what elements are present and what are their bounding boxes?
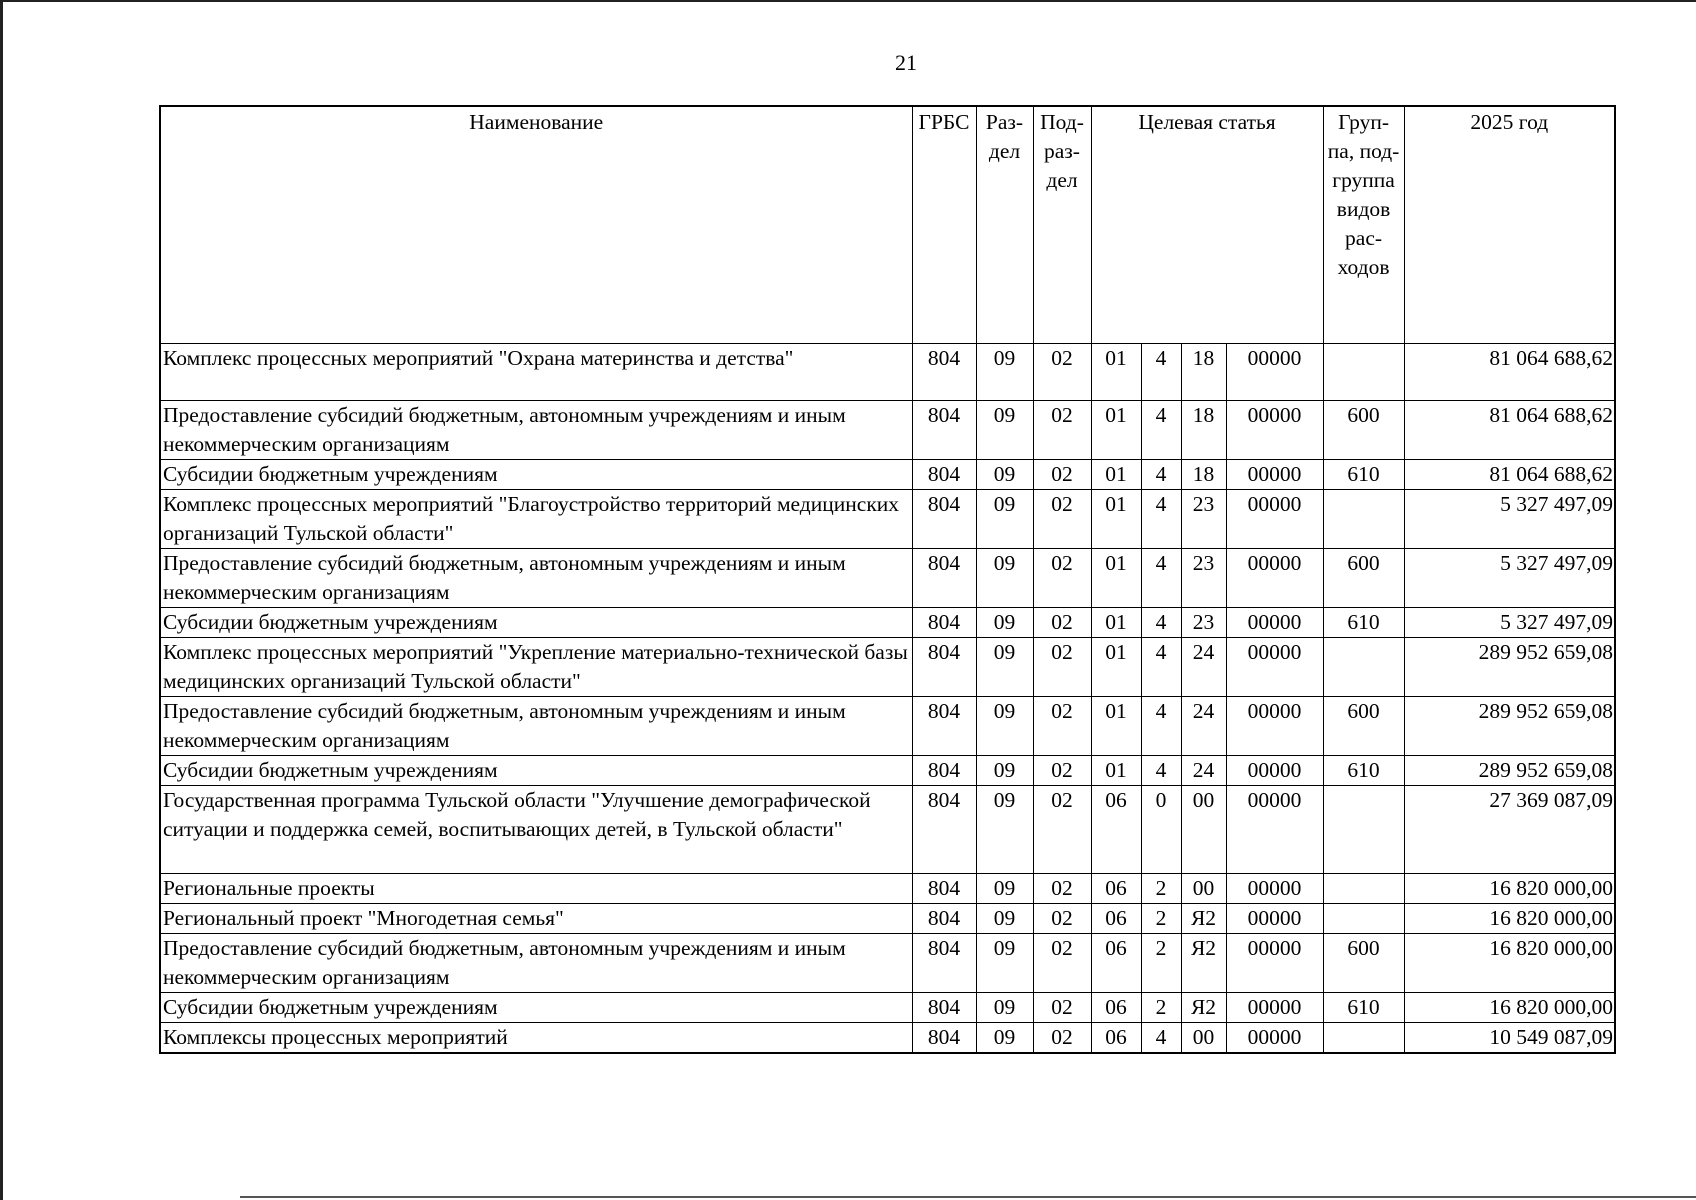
row-razdel: 09 — [976, 489, 1033, 548]
row-razdel: 09 — [976, 1022, 1033, 1053]
table-row — [160, 1022, 1615, 1053]
row-expense-group: 600 — [1323, 933, 1404, 992]
row-podrazdel: 02 — [1033, 873, 1091, 903]
row-razdel: 09 — [976, 933, 1033, 992]
row-amount: 27 369 087,09 — [1404, 785, 1615, 873]
row-name: Субсидии бюджетным учреждениям — [160, 755, 912, 785]
row-grbs: 804 — [912, 548, 976, 607]
row-target-event: 00 — [1181, 873, 1226, 903]
row-grbs: 804 — [912, 903, 976, 933]
row-target-event: 00 — [1181, 1022, 1226, 1053]
row-name: Предоставление субсидий бюджетным, автономным учреждениям и иным некоммерческим организациям — [160, 400, 912, 459]
row-target-event: 24 — [1181, 696, 1226, 755]
header-target-article: Целевая статья — [1091, 106, 1323, 343]
row-expense-group: 600 — [1323, 400, 1404, 459]
table-row — [160, 343, 1615, 400]
row-podrazdel: 02 — [1033, 400, 1091, 459]
scan-border-bottom — [240, 1196, 1696, 1198]
row-target-program: 01 — [1091, 548, 1141, 607]
row-grbs: 804 — [912, 637, 976, 696]
row-target-direction: 00000 — [1226, 903, 1323, 933]
row-podrazdel: 02 — [1033, 548, 1091, 607]
table-row — [160, 785, 1615, 873]
row-target-event: 18 — [1181, 343, 1226, 400]
row-name: Комплексы процессных мероприятий — [160, 1022, 912, 1053]
row-amount: 16 820 000,00 — [1404, 992, 1615, 1022]
row-amount: 16 820 000,00 — [1404, 933, 1615, 992]
row-grbs: 804 — [912, 933, 976, 992]
row-razdel: 09 — [976, 343, 1033, 400]
table-row — [160, 459, 1615, 489]
row-name: Субсидии бюджетным учреждениям — [160, 459, 912, 489]
row-amount: 16 820 000,00 — [1404, 903, 1615, 933]
row-name: Предоставление субсидий бюджетным, автономным учреждениям и иным некоммерческим организациям — [160, 696, 912, 755]
row-target-subprogram: 4 — [1141, 400, 1181, 459]
row-amount: 289 952 659,08 — [1404, 696, 1615, 755]
row-name: Комплекс процессных мероприятий "Охрана материнства и детства" — [160, 343, 912, 400]
row-razdel: 09 — [976, 755, 1033, 785]
row-name: Предоставление субсидий бюджетным, автономным учреждениям и иным некоммерческим организациям — [160, 548, 912, 607]
row-amount: 81 064 688,62 — [1404, 400, 1615, 459]
row-target-program: 01 — [1091, 607, 1141, 637]
row-target-subprogram: 0 — [1141, 785, 1181, 873]
row-razdel: 09 — [976, 459, 1033, 489]
row-name: Субсидии бюджетным учреждениям — [160, 992, 912, 1022]
row-amount: 81 064 688,62 — [1404, 459, 1615, 489]
row-expense-group: 610 — [1323, 459, 1404, 489]
header-expense-group: Груп- па, под- группа видов рас- ходов — [1323, 106, 1404, 343]
row-grbs: 804 — [912, 1022, 976, 1053]
row-target-subprogram: 4 — [1141, 755, 1181, 785]
row-razdel: 09 — [976, 607, 1033, 637]
row-name: Предоставление субсидий бюджетным, автономным учреждениям и иным некоммерческим организациям — [160, 933, 912, 992]
row-target-event: 23 — [1181, 548, 1226, 607]
row-target-event: 18 — [1181, 400, 1226, 459]
header-grbs: ГРБС — [912, 106, 976, 343]
row-expense-group — [1323, 873, 1404, 903]
row-target-program: 06 — [1091, 903, 1141, 933]
row-target-direction: 00000 — [1226, 459, 1323, 489]
row-target-event: 18 — [1181, 459, 1226, 489]
row-grbs: 804 — [912, 459, 976, 489]
row-razdel: 09 — [976, 785, 1033, 873]
row-target-subprogram: 4 — [1141, 459, 1181, 489]
row-expense-group: 610 — [1323, 755, 1404, 785]
row-razdel: 09 — [976, 903, 1033, 933]
table-body — [160, 343, 1615, 1053]
row-amount: 10 549 087,09 — [1404, 1022, 1615, 1053]
row-razdel: 09 — [976, 992, 1033, 1022]
table-row — [160, 607, 1615, 637]
row-target-subprogram: 4 — [1141, 1022, 1181, 1053]
row-name: Субсидии бюджетным учреждениям — [160, 607, 912, 637]
row-razdel: 09 — [976, 548, 1033, 607]
row-amount: 81 064 688,62 — [1404, 343, 1615, 400]
row-razdel: 09 — [976, 637, 1033, 696]
row-target-program: 01 — [1091, 755, 1141, 785]
row-razdel: 09 — [976, 400, 1033, 459]
row-target-program: 06 — [1091, 1022, 1141, 1053]
row-target-subprogram: 4 — [1141, 489, 1181, 548]
row-podrazdel: 02 — [1033, 1022, 1091, 1053]
row-grbs: 804 — [912, 992, 976, 1022]
table-row — [160, 548, 1615, 607]
row-target-event: 23 — [1181, 489, 1226, 548]
row-podrazdel: 02 — [1033, 489, 1091, 548]
row-podrazdel: 02 — [1033, 696, 1091, 755]
scan-border-left — [0, 0, 3, 1200]
row-target-direction: 00000 — [1226, 489, 1323, 548]
row-target-event: 23 — [1181, 607, 1226, 637]
header-podrazdel: Под- раз- дел — [1033, 106, 1091, 343]
table-row — [160, 933, 1615, 992]
row-grbs: 804 — [912, 489, 976, 548]
row-podrazdel: 02 — [1033, 992, 1091, 1022]
row-target-program: 06 — [1091, 873, 1141, 903]
row-target-program: 06 — [1091, 933, 1141, 992]
row-target-direction: 00000 — [1226, 607, 1323, 637]
row-name: Региональные проекты — [160, 873, 912, 903]
row-grbs: 804 — [912, 400, 976, 459]
row-expense-group — [1323, 1022, 1404, 1053]
budget-table — [159, 105, 1616, 1054]
row-grbs: 804 — [912, 873, 976, 903]
row-podrazdel: 02 — [1033, 933, 1091, 992]
row-target-direction: 00000 — [1226, 992, 1323, 1022]
row-amount: 289 952 659,08 — [1404, 637, 1615, 696]
row-name: Региональный проект "Многодетная семья" — [160, 903, 912, 933]
row-target-subprogram: 2 — [1141, 873, 1181, 903]
table-row — [160, 489, 1615, 548]
row-amount: 16 820 000,00 — [1404, 873, 1615, 903]
row-expense-group: 610 — [1323, 607, 1404, 637]
row-target-event: 24 — [1181, 755, 1226, 785]
table-row — [160, 903, 1615, 933]
row-amount: 5 327 497,09 — [1404, 607, 1615, 637]
row-podrazdel: 02 — [1033, 903, 1091, 933]
row-target-subprogram: 2 — [1141, 992, 1181, 1022]
row-razdel: 09 — [976, 873, 1033, 903]
row-target-program: 06 — [1091, 992, 1141, 1022]
row-expense-group — [1323, 489, 1404, 548]
table-row — [160, 992, 1615, 1022]
row-grbs: 804 — [912, 607, 976, 637]
row-target-subprogram: 4 — [1141, 343, 1181, 400]
row-target-program: 01 — [1091, 400, 1141, 459]
row-target-direction: 00000 — [1226, 1022, 1323, 1053]
row-target-direction: 00000 — [1226, 637, 1323, 696]
table-row — [160, 400, 1615, 459]
row-target-direction: 00000 — [1226, 785, 1323, 873]
row-grbs: 804 — [912, 696, 976, 755]
row-target-subprogram: 4 — [1141, 696, 1181, 755]
table-row — [160, 755, 1615, 785]
row-target-event: Я2 — [1181, 903, 1226, 933]
row-razdel: 09 — [976, 696, 1033, 755]
row-target-subprogram: 2 — [1141, 903, 1181, 933]
row-podrazdel: 02 — [1033, 785, 1091, 873]
row-amount: 5 327 497,09 — [1404, 489, 1615, 548]
row-grbs: 804 — [912, 785, 976, 873]
row-expense-group: 610 — [1323, 992, 1404, 1022]
row-target-program: 01 — [1091, 343, 1141, 400]
row-podrazdel: 02 — [1033, 755, 1091, 785]
row-target-subprogram: 4 — [1141, 637, 1181, 696]
row-expense-group — [1323, 637, 1404, 696]
header-year: 2025 год — [1404, 106, 1615, 343]
row-target-program: 01 — [1091, 459, 1141, 489]
row-expense-group — [1323, 343, 1404, 400]
row-amount: 5 327 497,09 — [1404, 548, 1615, 607]
row-podrazdel: 02 — [1033, 607, 1091, 637]
row-amount: 289 952 659,08 — [1404, 755, 1615, 785]
row-expense-group — [1323, 785, 1404, 873]
row-expense-group: 600 — [1323, 548, 1404, 607]
scan-border-top — [0, 0, 1696, 2]
row-target-direction: 00000 — [1226, 548, 1323, 607]
row-target-event: 00 — [1181, 785, 1226, 873]
row-podrazdel: 02 — [1033, 637, 1091, 696]
row-expense-group — [1323, 903, 1404, 933]
row-target-program: 06 — [1091, 785, 1141, 873]
row-name: Государственная программа Тульской области "Улучшение демографической ситуации и поддержка семей, воспитывающих детей, в Тульской области" — [160, 785, 912, 873]
row-target-subprogram: 4 — [1141, 607, 1181, 637]
row-target-direction: 00000 — [1226, 343, 1323, 400]
row-target-event: 24 — [1181, 637, 1226, 696]
row-name: Комплекс процессных мероприятий "Укрепление материально-технической базы медицинских организаций Тульской области" — [160, 637, 912, 696]
row-target-direction: 00000 — [1226, 696, 1323, 755]
table-row — [160, 696, 1615, 755]
row-target-direction: 00000 — [1226, 400, 1323, 459]
header-razdel: Раз- дел — [976, 106, 1033, 343]
row-expense-group: 600 — [1323, 696, 1404, 755]
row-name: Комплекс процессных мероприятий "Благоустройство территорий медицинских организаций Тульской области" — [160, 489, 912, 548]
row-grbs: 804 — [912, 755, 976, 785]
row-target-event: Я2 — [1181, 933, 1226, 992]
row-target-direction: 00000 — [1226, 933, 1323, 992]
row-podrazdel: 02 — [1033, 343, 1091, 400]
row-target-direction: 00000 — [1226, 755, 1323, 785]
row-target-program: 01 — [1091, 489, 1141, 548]
page-number: 21 — [895, 50, 917, 75]
row-target-direction: 00000 — [1226, 873, 1323, 903]
table-header-row — [160, 106, 1615, 343]
table-row — [160, 637, 1615, 696]
row-target-program: 01 — [1091, 637, 1141, 696]
row-grbs: 804 — [912, 343, 976, 400]
header-name: Наименование — [160, 106, 912, 343]
row-target-event: Я2 — [1181, 992, 1226, 1022]
row-podrazdel: 02 — [1033, 459, 1091, 489]
table-row — [160, 873, 1615, 903]
row-target-program: 01 — [1091, 696, 1141, 755]
row-target-subprogram: 4 — [1141, 548, 1181, 607]
row-target-subprogram: 2 — [1141, 933, 1181, 992]
